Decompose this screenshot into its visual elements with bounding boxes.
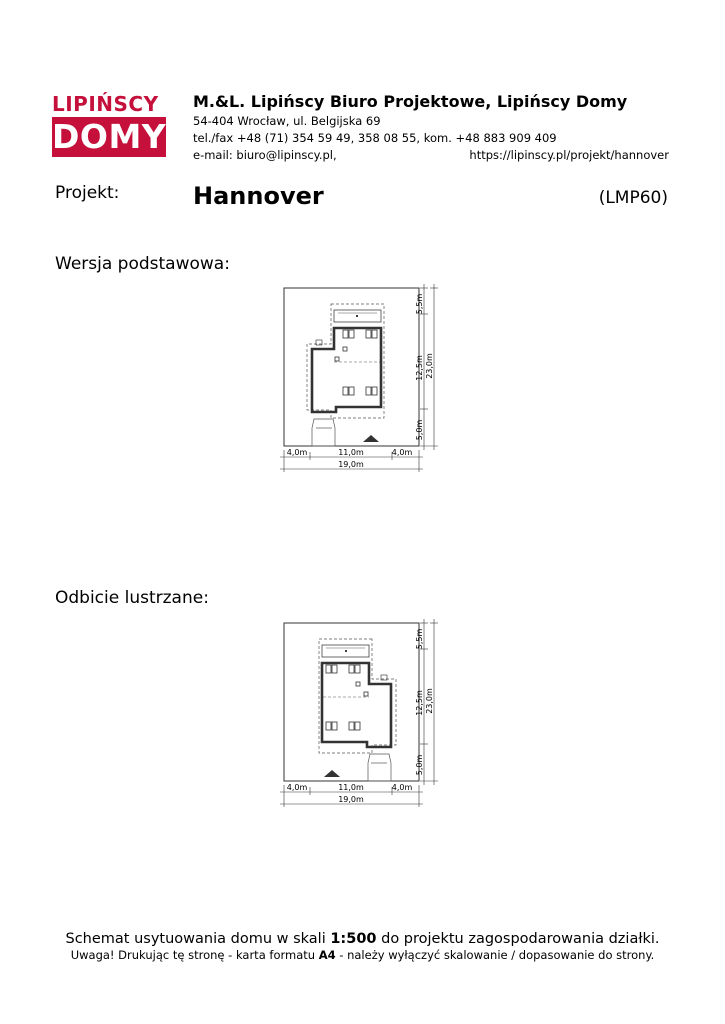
- roof-outline: [319, 639, 396, 753]
- skylights: [326, 665, 368, 730]
- section-title-mirror: Odbicie lustrzane:: [55, 588, 209, 608]
- project-label: Projekt:: [55, 183, 120, 203]
- logo-top-word: LIPIŃSCY: [52, 92, 159, 116]
- site-plan-mirror: [278, 617, 448, 811]
- footer-scale-note: Schemat usytuowania domu w skali 1:500 do projektu zagospodarowania działki.: [65, 931, 660, 947]
- dim-house: 12,5m: [415, 355, 424, 381]
- entrance-marker: [363, 435, 379, 442]
- plot-boundary: [284, 288, 419, 446]
- footer-print-warning: Uwaga! Drukując tę stronę - karta formatu A4 - należy wyłączyć skalowanie / dopasowanie do strony.: [70, 948, 655, 962]
- skylights: [335, 330, 377, 395]
- site-plan-basic: [278, 282, 448, 476]
- house-walls: [322, 663, 391, 747]
- section-title-basic: Wersja podstawowa:: [55, 254, 230, 274]
- roof-outline: [307, 304, 384, 418]
- dim-bottom: 5,0m: [415, 754, 424, 776]
- company-phone: tel./fax +48 (71) 354 59 49, 358 08 55, kom. +48 883 909 409: [193, 131, 557, 145]
- entrance-marker: [324, 770, 340, 777]
- dim-house: 12,5m: [415, 690, 424, 716]
- dim-total-depth: 23,0m: [425, 688, 434, 714]
- company-url[interactable]: https://lipinscy.pl/projekt/hannover: [469, 148, 669, 162]
- company-name: M.&L. Lipińscy Biuro Projektowe, Lipińscy Domy: [193, 92, 628, 111]
- dim-right: 4,0m: [391, 448, 413, 457]
- dim-total-width: 19,0m: [338, 795, 364, 804]
- logo-bottom-word: DOMY: [52, 117, 167, 156]
- plot-boundary: [284, 623, 419, 781]
- company-email[interactable]: e-mail: biuro@lipinscy.pl,: [193, 148, 337, 162]
- footer-format: A4: [318, 948, 336, 962]
- driveway: [312, 419, 335, 446]
- dim-middle: 11,0m: [338, 783, 364, 792]
- company-address: 54-404 Wrocław, ul. Belgijska 69: [193, 114, 381, 128]
- dim-total-width: 19,0m: [338, 460, 364, 469]
- house-walls: [312, 328, 381, 412]
- driveway: [368, 754, 391, 781]
- dim-top: 5,5m: [415, 293, 424, 315]
- logo-box: [52, 117, 166, 157]
- dim-right: 4,0m: [391, 783, 413, 792]
- dim-left: 4,0m: [286, 783, 308, 792]
- footer-scale: 1:500: [330, 931, 377, 947]
- project-name: Hannover: [193, 182, 324, 210]
- dim-left: 4,0m: [286, 448, 308, 457]
- dim-top: 5,5m: [415, 628, 424, 650]
- dim-total-depth: 23,0m: [425, 353, 434, 379]
- dim-middle: 11,0m: [338, 448, 364, 457]
- dim-bottom: 5,0m: [415, 419, 424, 441]
- project-code: (LMP60): [598, 188, 668, 208]
